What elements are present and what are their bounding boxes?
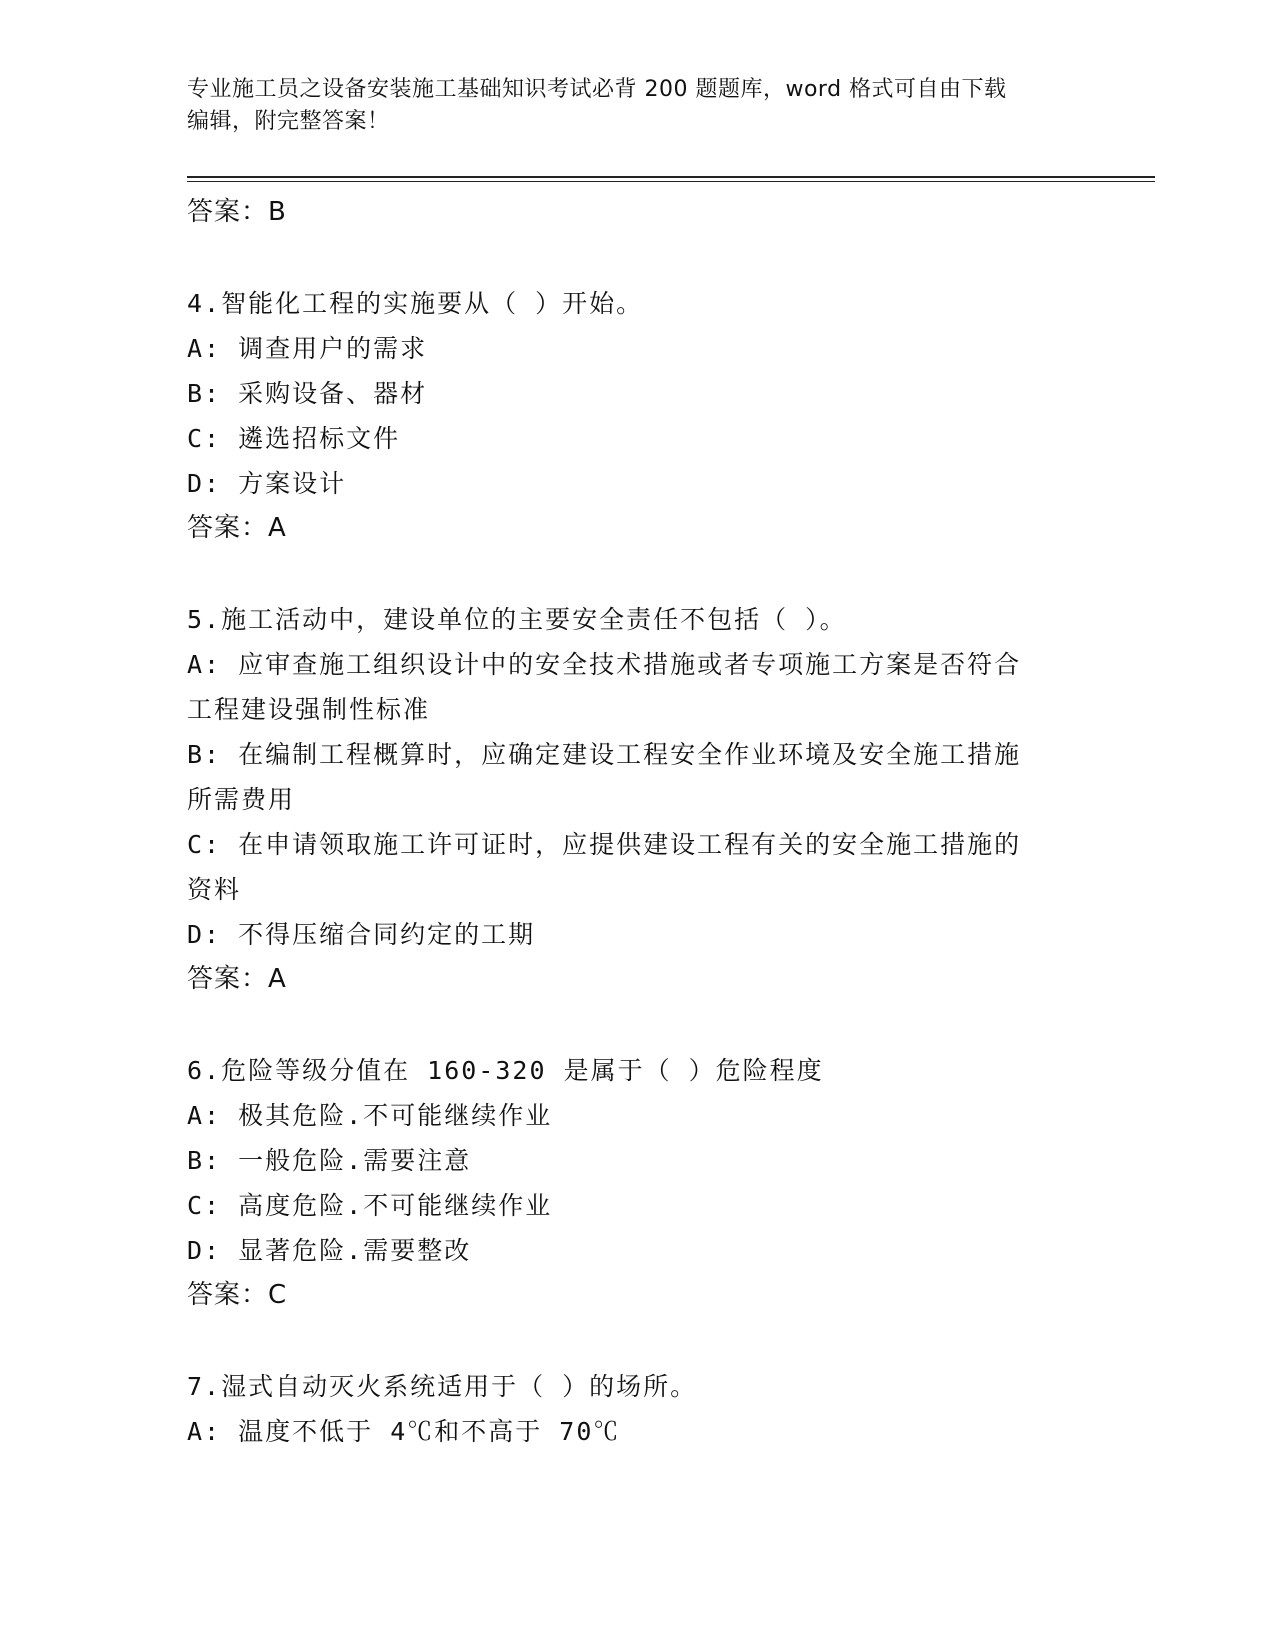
option-c-continued: 资料: [187, 875, 242, 904]
question-stem: 7.湿式自动灭火系统适用于（ ）的场所。: [187, 1372, 698, 1401]
option-a: A: 应审查施工组织设计中的安全技术措施或者专项施工方案是否符合: [187, 650, 1022, 679]
option-c: C: 在申请领取施工许可证时，应提供建设工程有关的安全施工措施的: [187, 830, 1022, 859]
answer-line: 答案：B: [187, 197, 287, 227]
document-header: [187, 74, 1087, 138]
document-body: [187, 190, 1087, 1454]
option-d: D: 不得压缩合同约定的工期: [187, 920, 536, 949]
option-a: A: 温度不低于 4℃和不高于 70℃: [187, 1417, 621, 1446]
header-divider-thin: [187, 181, 1155, 182]
answer-line: 答案：A: [187, 513, 287, 543]
header-divider-thick: [187, 176, 1155, 178]
header-title-line1: 专业施工员之设备安装施工基础知识考试必背 200 题题库，word 格式可自由下载: [187, 77, 1007, 102]
answer-line: 答案：C: [187, 1280, 288, 1310]
option-a: A: 极其危险.不可能继续作业: [187, 1101, 553, 1130]
question-4: [187, 281, 1087, 551]
question-6: [187, 1048, 1087, 1318]
question-7: [187, 1364, 1087, 1454]
question-5: [187, 597, 1087, 1002]
question-stem: 5.施工活动中，建设单位的主要安全责任不包括（ ）。: [187, 605, 847, 634]
option-d: D: 显著危险.需要整改: [187, 1236, 472, 1265]
option-b: B: 采购设备、器材: [187, 379, 428, 408]
option-d: D: 方案设计: [187, 469, 347, 498]
option-b: B: 一般危险.需要注意: [187, 1146, 472, 1175]
header-title-line2: 编辑，附完整答案！: [187, 109, 390, 134]
question-stem: 4.智能化工程的实施要从（ ）开始。: [187, 289, 644, 318]
answer-line: 答案：A: [187, 964, 287, 994]
question-stem: 6.危险等级分值在 160-320 是属于（ ）危险程度: [187, 1056, 824, 1085]
option-a: A: 调查用户的需求: [187, 334, 428, 363]
option-b: B: 在编制工程概算时，应确定建设工程安全作业环境及安全施工措施: [187, 740, 1022, 769]
option-c: C: 高度危险.不可能继续作业: [187, 1191, 553, 1220]
option-a-continued: 工程建设强制性标准: [187, 695, 431, 724]
option-b-continued: 所需费用: [187, 785, 296, 814]
option-c: C: 遴选招标文件: [187, 424, 401, 453]
